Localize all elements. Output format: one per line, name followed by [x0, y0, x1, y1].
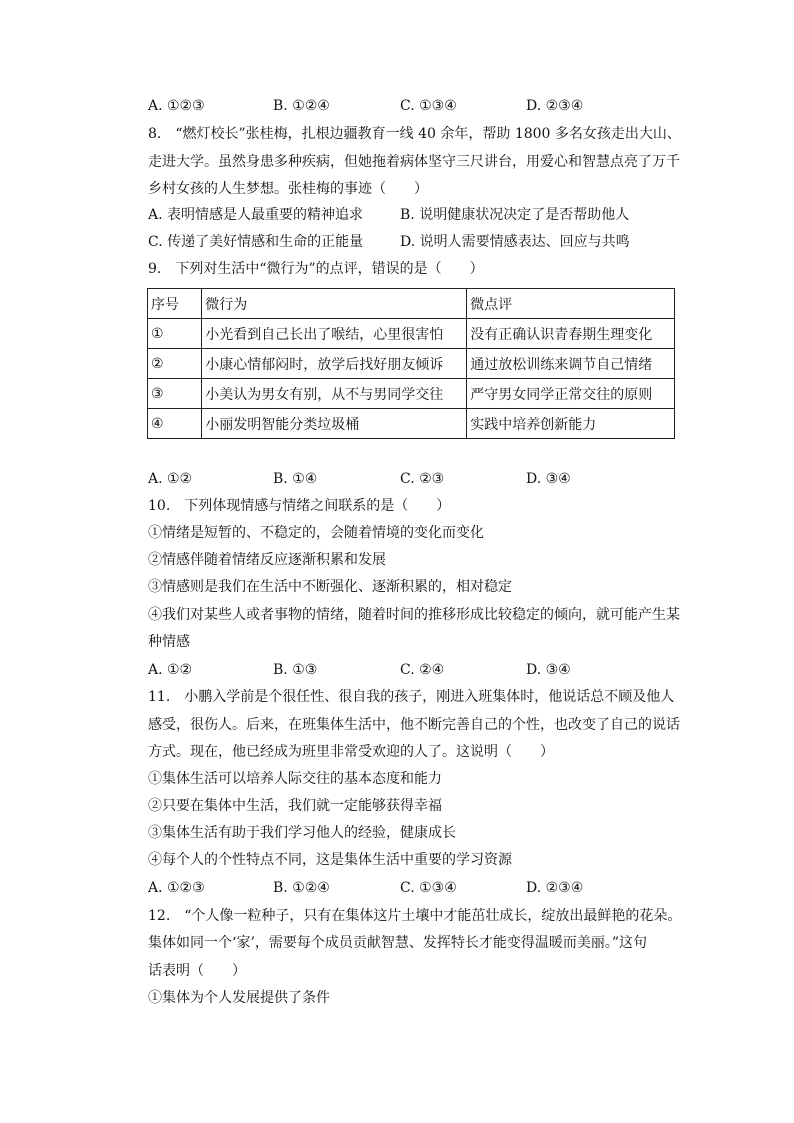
q8-option-b[interactable]: B. 说明健康状况决定了是否帮助他人 — [400, 207, 630, 223]
q11-item-3: ③集体生活有助于我们学习他人的经验，健康成长 — [148, 825, 456, 841]
q9-option-b[interactable]: B. ①④ — [273, 471, 318, 487]
q11-option-d[interactable]: D. ②③④ — [526, 880, 584, 896]
table-cell: ② — [148, 349, 202, 379]
q8-options-row-1 — [148, 205, 668, 225]
q8-option-d[interactable]: D. 说明人需要情感表达、回应与共鸣 — [400, 234, 630, 250]
q10-item-1: ①情绪是短暂的、不稳定的，会随着情境的变化而变化 — [148, 525, 484, 541]
q10-option-d[interactable]: D. ③④ — [526, 662, 571, 678]
table-cell: 小美认为男女有别，从不与男同学交往 — [202, 379, 467, 409]
q7-option-a[interactable]: A. ①②③ — [148, 98, 205, 114]
table-row — [148, 349, 675, 379]
table-cell: 没有正确认识青春期生理变化 — [467, 319, 675, 349]
table-header-cell: 序号 — [148, 289, 202, 319]
q11-option-b[interactable]: B. ①②④ — [273, 880, 330, 896]
q7-option-c[interactable]: C. ①③④ — [400, 98, 457, 114]
q11-stem-line-1: 11. 小鹏入学前是个很任性、很自我的孩子，刚进入班集体时，他说话总不顾及他人 — [148, 689, 675, 705]
q11-options — [148, 878, 668, 898]
q11-item-1: ①集体生活可以培养人际交往的基本态度和能力 — [148, 771, 442, 787]
q11-option-a[interactable]: A. ①②③ — [148, 880, 205, 896]
q11-stem-line-3: 方式。现在，他已经成为班里非常受欢迎的人了。这说明（ ） — [148, 744, 554, 760]
q10-item-4: ④我们对某些人或者事物的情绪，随着时间的推移形成比较稳定的倾向，就可能产生某 — [148, 607, 680, 623]
table-header-cell: 微点评 — [467, 289, 675, 319]
q10-stem: 10. 下列体现情感与情绪之间联系的是（ ） — [148, 498, 451, 514]
q12-stem-line-1: 12. “个人像一粒种子，只有在集体这片土壤中才能茁壮成长，绽放出最鲜艳的花朵。 — [148, 908, 682, 924]
q10-item-4-cont: 种情感 — [148, 634, 190, 650]
q11-item-2: ②只要在集体中生活，我们就一定能够获得幸福 — [148, 798, 442, 814]
q12-stem-line-3: 话表明（ ） — [148, 963, 246, 979]
q8-options-row-2 — [148, 232, 668, 252]
table-cell: 通过放松训练来调节自己情绪 — [467, 349, 675, 379]
q9-stem: 9. 下列对生活中“微行为”的点评，错误的是（ ） — [148, 261, 484, 277]
q10-item-3: ③情感则是我们在生活中不断强化、逐渐积累的，相对稳定 — [148, 579, 512, 595]
table-row — [148, 319, 675, 349]
q10-option-b[interactable]: B. ①③ — [273, 662, 318, 678]
q8-stem-line-3: 乡村女孩的人生梦想。张桂梅的事迹（ ） — [148, 181, 428, 197]
table-cell: ③ — [148, 379, 202, 409]
q9-option-c[interactable]: C. ②③ — [400, 471, 445, 487]
table-header-cell: 微行为 — [202, 289, 467, 319]
q9-option-a[interactable]: A. ①② — [148, 471, 193, 487]
table-row — [148, 409, 675, 439]
q8-stem-line-1: 8. “燃灯校长”张桂梅，扎根边疆教育一线 40 余年，帮助 1800 多名女孩走出大山、 — [148, 126, 681, 142]
q9-options — [148, 469, 668, 489]
table-cell: 小康心情郁闷时，放学后找好朋友倾诉 — [202, 349, 467, 379]
q7-option-b[interactable]: B. ①②④ — [273, 98, 330, 114]
table-cell: 严守男女同学正常交往的原则 — [467, 379, 675, 409]
table-cell: 小丽发明智能分类垃圾桶 — [202, 409, 467, 439]
table-cell: ① — [148, 319, 202, 349]
table-cell: 小光看到自己长出了喉结，心里很害怕 — [202, 319, 467, 349]
q7-options — [148, 96, 668, 116]
q10-options — [148, 660, 668, 680]
table-cell: 实践中培养创新能力 — [467, 409, 675, 439]
q9-table — [147, 288, 675, 439]
q10-option-c[interactable]: C. ②④ — [400, 662, 445, 678]
q7-option-d[interactable]: D. ②③④ — [526, 98, 584, 114]
q11-item-4: ④每个人的个性特点不同，这是集体生活中重要的学习资源 — [148, 852, 512, 868]
table-row — [148, 379, 675, 409]
q10-option-a[interactable]: A. ①② — [148, 662, 193, 678]
q10-item-2: ②情感伴随着情绪反应逐渐积累和发展 — [148, 552, 386, 568]
q9-option-d[interactable]: D. ③④ — [526, 471, 571, 487]
table-header-row — [148, 289, 675, 319]
table-cell: ④ — [148, 409, 202, 439]
q8-option-a[interactable]: A. 表明情感是人最重要的精神追求 — [148, 207, 364, 223]
q12-stem-line-2: 集体如同一个‘家’，需要每个成员贡献智慧、发挥特长才能变得温暖而美丽。”这句 — [148, 935, 648, 951]
q11-stem-line-2: 感受，很伤人。后来，在班集体生活中，他不断完善自己的个性，也改变了自己的说话 — [148, 717, 680, 733]
q8-option-c[interactable]: C. 传递了美好情感和生命的正能量 — [148, 234, 364, 250]
q12-item-1: ①集体为个人发展提供了条件 — [148, 990, 330, 1006]
q8-stem-line-2: 走进大学。虽然身患多种疾病，但她拖着病体坚守三尺讲台，用爱心和智慧点亮了万千 — [148, 154, 680, 170]
q11-option-c[interactable]: C. ①③④ — [400, 880, 457, 896]
